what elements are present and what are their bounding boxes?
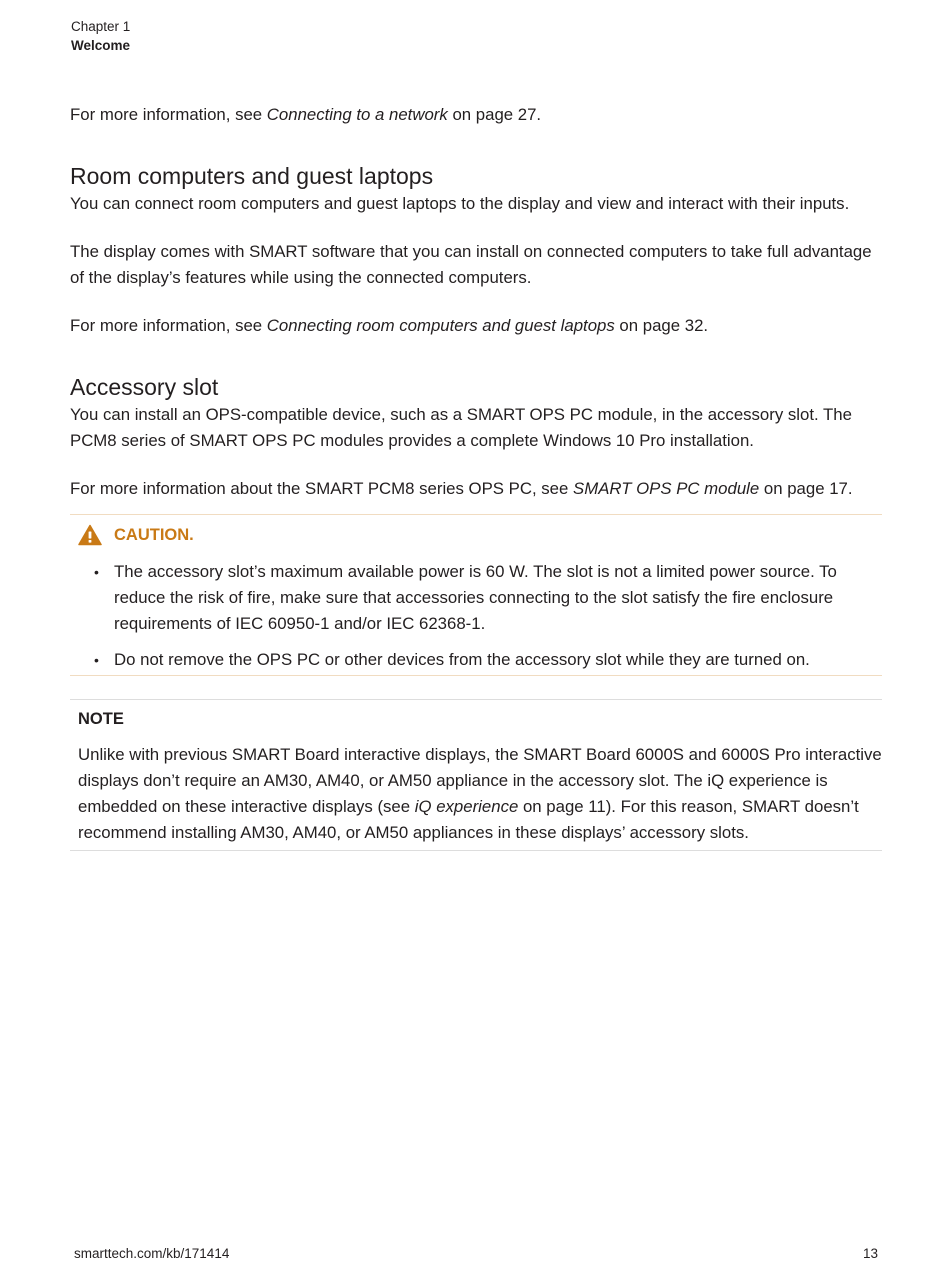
room-computers-more-suffix: on page 32. [614, 316, 709, 335]
iq-experience-link[interactable]: iQ experience [414, 797, 519, 816]
network-more-info [70, 102, 882, 128]
room-computers-para2: The display comes with SMART software that you can install on connected computers to take full advantage of the display’s features while using the connected computers. [70, 242, 872, 287]
caution-item-text: The accessory slot’s maximum available power is 60 W. The slot is not a limited power source. To reduce the risk of fire, make sure that accessories connecting to the slot satisfy the fire enclosure requirements of IEC 60950-1 and/or IEC 62368-1. [114, 562, 837, 633]
note-text-before: Unlike with previous SMART Board interactive displays, the SMART Board 6000S and 6000S Pro interactive displays don’t require an AM30, AM40, or AM50 appliance in the accessory slot. The iQ experience is embedded on these interactive displays (see [78, 745, 882, 816]
room-computers-more-info [70, 313, 882, 339]
note-title: NOTE [78, 710, 124, 728]
warning-triangle-icon [78, 524, 102, 546]
room-computers-more-prefix: For more information, see [70, 316, 267, 335]
bullet-icon: • [94, 564, 99, 580]
room-computers-heading: Room computers and guest laptops [70, 163, 434, 189]
network-more-info-suffix: on page 27. [447, 105, 542, 124]
network-link[interactable]: Connecting to a network [266, 105, 448, 124]
caution-item-text: Do not remove the OPS PC or other devices from the accessory slot while they are turned on. [114, 650, 810, 669]
ops-pc-module-link[interactable]: SMART OPS PC module [573, 479, 760, 498]
page-header [71, 17, 130, 55]
note-text-after: on page 11). For this reason, SMART doesn’t recommend installing AM30, AM40, or AM50 appliances in these displays’ accessory slots. [78, 797, 859, 842]
section-label: Welcome [71, 38, 131, 53]
caution-title: CAUTION. [114, 525, 194, 544]
caution-header [70, 523, 882, 547]
footer-url[interactable]: smarttech.com/kb/171414 [74, 1246, 230, 1261]
note-text [78, 742, 882, 846]
network-more-info-prefix: For more information, see [70, 105, 267, 124]
page-number: 13 [862, 1246, 878, 1261]
note-box [70, 699, 882, 851]
room-computers-para1: You can connect room computers and guest laptops to the display and view and interact with their inputs. [70, 194, 850, 213]
page-content [70, 102, 882, 851]
accessory-slot-heading: Accessory slot [70, 374, 219, 400]
accessory-slot-para1: You can install an OPS-compatible device, such as a SMART OPS PC module, in the accessory slot. The PCM8 series of SMART OPS PC modules provides a complete Windows 10 Pro installation. [70, 405, 852, 450]
caution-item [70, 647, 882, 673]
caution-list [70, 559, 882, 673]
bullet-icon: • [94, 652, 99, 668]
chapter-label: Chapter 1 [71, 19, 131, 34]
room-computers-link[interactable]: Connecting room computers and guest laptops [266, 316, 615, 335]
accessory-slot-more-prefix: For more information about the SMART PCM8 series OPS PC, see [70, 479, 574, 498]
caution-item [70, 559, 882, 637]
accessory-slot-more-info [70, 476, 882, 502]
caution-box [70, 514, 882, 676]
accessory-slot-more-suffix: on page 17. [759, 479, 853, 498]
